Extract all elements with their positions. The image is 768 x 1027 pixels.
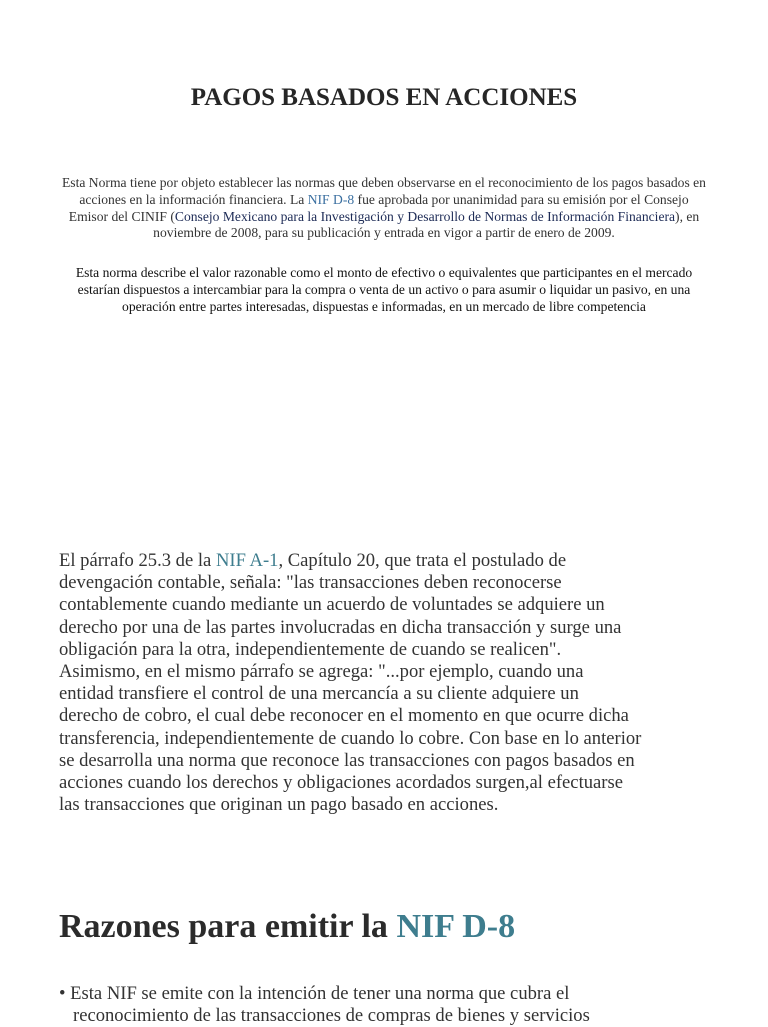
paragraph-text: Esta Norma tiene por objeto establecer las normas que deben observarse en el reconocimiento de los pagos basados en acciones en la información financiera. La	[62, 175, 706, 207]
body-line: se desarrolla una norma que reconoce las transacciones con pagos basados en	[59, 749, 635, 771]
nif-a1-link[interactable]: NIF A-1	[215, 550, 279, 571]
body-text: El párrafo 25.3 de la	[59, 550, 216, 571]
body-line: entidad transfiere el control de una mercancía a su cliente adquiere un	[59, 683, 579, 705]
bullet-item	[59, 983, 719, 1027]
nif-d8-link[interactable]: NIF D-8	[307, 191, 355, 207]
slide-2	[0, 530, 768, 1027]
body-line: transferencia, independientemente de cuando lo cobre. Con base en lo anterior	[59, 727, 642, 749]
paragraph-text: ), en noviembre de 2008, para su publicación y entrada en vigor a partir de enero de 2009.	[153, 208, 700, 241]
bullet-line: • Esta NIF se emite con la intención de tener una norma que cubra el	[59, 983, 570, 1004]
paragraph-text: fue aprobada por unanimidad para su emisión por el Consejo Emisor del CINIF (	[68, 191, 689, 224]
objective-paragraph	[60, 175, 708, 242]
nif-d8-heading-link[interactable]: NIF D-8	[396, 908, 516, 945]
body-line: las transacciones que originan un pago basado en acciones.	[59, 794, 499, 816]
body-text: , Capítulo 20, que trata el postulado de	[278, 550, 567, 571]
body-line: derecho por una de las partes involucradas en dicha transacción y surge una	[59, 616, 622, 638]
cinif-link[interactable]: Consejo Mexicano para la Investigación y Desarrollo de Normas de Información Financiera	[174, 208, 676, 224]
body-line: devengación contable, señala: "las transacciones deben reconocerse	[59, 572, 562, 594]
heading-text: Razones para emitir la	[59, 908, 397, 945]
fair-value-paragraph: Esta norma describe el valor razonable como el monto de efectivo o equivalentes que participantes en el mercado estarían dispuestos a intercambiar para la compra o venta de un activo o para asumir o liquidar un pasivo, en una operación entre partes interesadas, dispuestas e informadas, en un mercado de libre competencia	[75, 265, 693, 315]
section-heading	[59, 908, 515, 946]
body-line: derecho de cobro, el cual debe reconocer en el momento en que ocurre dicha	[59, 705, 629, 727]
bullet-line: reconocimiento de las transacciones de compras de bienes y servicios	[73, 1005, 590, 1027]
body-paragraph	[59, 550, 719, 816]
body-line: obligación para la otra, independientemente de cuando se realicen".	[59, 638, 562, 660]
slide-title: PAGOS BASADOS EN ACCIONES	[190, 84, 578, 111]
body-line	[59, 550, 719, 572]
body-line: contablemente cuando mediante un acuerdo de voluntades se adquiere un	[59, 594, 605, 616]
body-line: acciones cuando los derechos y obligaciones acordados surgen,al efectuarse	[59, 772, 623, 794]
body-line: Asimismo, en el mismo párrafo se agrega: "...por ejemplo, cuando una	[59, 661, 584, 683]
